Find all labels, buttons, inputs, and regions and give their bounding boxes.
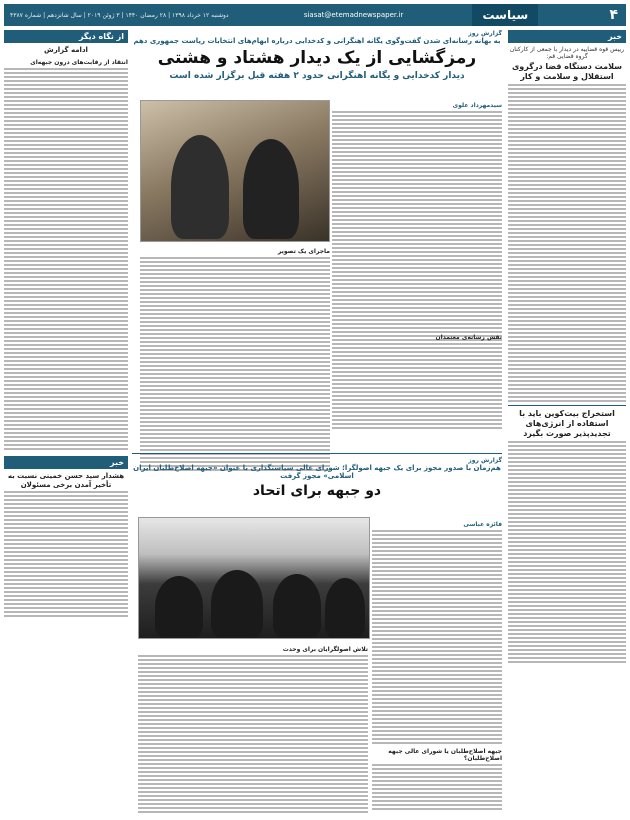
left-column [4,30,128,816]
main-subsection-photo: ماجرای یک تصویر [277,248,330,255]
main-author: سیدمهرداد علوی [452,102,502,109]
main-headline: رمزگشایی از یک دیدار هشتاد و هشتی [157,48,477,68]
left-title: ادامه گزارش [44,46,88,54]
second-article-body [372,530,502,744]
rally-figure-1 [155,576,203,638]
right-column-label: خبر [508,30,626,43]
page-header [4,4,626,26]
second-tag: گزارش روز [468,457,502,464]
second-subsection-body [372,764,502,810]
main-article-right2 [332,330,502,431]
left-subtitle: انتقاد از رقابت‌های درون جبهه‌ای [30,58,128,66]
second-article-left [138,642,368,815]
main-kicker: به بهانه رسانه‌ای شدن گفت‌وگوی یگانه اهنگرانی و کدخدایی درباره ابهام‌های انتخابات ریاست جمهوری دهم [133,37,501,45]
section-title: سیاست [472,4,538,26]
date-line: دوشنبه ۱۲ خرداد ۱۳۹۸ | ۲۸ رمضان ۱۴۴۰ | ۳ ژوئن ۲۰۱۹ | سال شانزدهم | شماره ۴۳۸۷ [10,11,229,19]
left-bottom-headline: هشدار سید حسن خمینی نسبت به تأخیر آمدن برخی مسئولان [7,471,125,489]
main-subsection-media: نقش رسانه‌ی معتمدان [435,334,502,341]
rally-figure-2 [211,570,263,638]
second-subsection-unity: تلاش اصولگرایان برای وحدت [282,646,368,653]
second-headline: دو جبهه برای اتحاد [252,483,382,499]
right-item2-headline: استخراج بیت‌کوین باید با استفاده از انرژی‌های تجدیدپذیر صورت بگیرد [519,409,615,438]
second-story [132,450,502,502]
second-kicker: هم‌زمان با صدور مجوز برای یک جبهه اصولگرا؛ شورای عالی سیاستگذاری با عنوان «جبهه اصلاح‌طلبان ایران اسلامی» مجوز گرفت [133,464,501,480]
section-email: siasat@etemadnewspaper.ir [303,11,404,19]
left-body [4,68,128,450]
photo-figure-man [171,135,229,239]
page-number: ۴ [609,7,618,23]
right-item2-body [508,441,626,663]
rally-figure-4 [325,578,365,638]
right-divider [508,405,626,406]
right-item1-headline: سلامت دستگاه قضا درگروی استقلال و سلامت و کار [511,62,623,81]
main-tag: گزارش روز [468,30,502,37]
second-divider [132,453,502,454]
right-column [508,30,626,816]
left-column-label: از نگاه دیگر [4,30,128,43]
right-item1-body [508,84,626,402]
main-subhead: دیدار کدخدایی و یگانه اهنگرانی حدود ۲ هفته قبل برگزار شده است [169,71,465,81]
main-subsection2-body [332,343,502,429]
second-article-right [372,517,502,812]
meeting-photo [140,100,330,242]
second-subsection-unity-body [138,655,368,813]
second-subsection-front: جبهه اصلاح‌طلبان یا شورای عالی جبهه اصلاح‌طلبان؟ [388,748,502,762]
main-column [132,30,502,816]
main-article-left [140,244,330,473]
right-item1-kicker: رییس قوه قضاییه در دیدار با جمعی از کارکنان گروه قضایی قم: [509,46,625,60]
photo-figure-woman [243,139,299,239]
rally-photo [138,517,370,639]
left-bottom-body [4,491,128,617]
rally-figure-3 [273,574,321,638]
second-author: فائزه عباسی [463,521,502,528]
main-subsection-body [140,257,330,471]
left-bottom-label: خبر [4,456,128,469]
